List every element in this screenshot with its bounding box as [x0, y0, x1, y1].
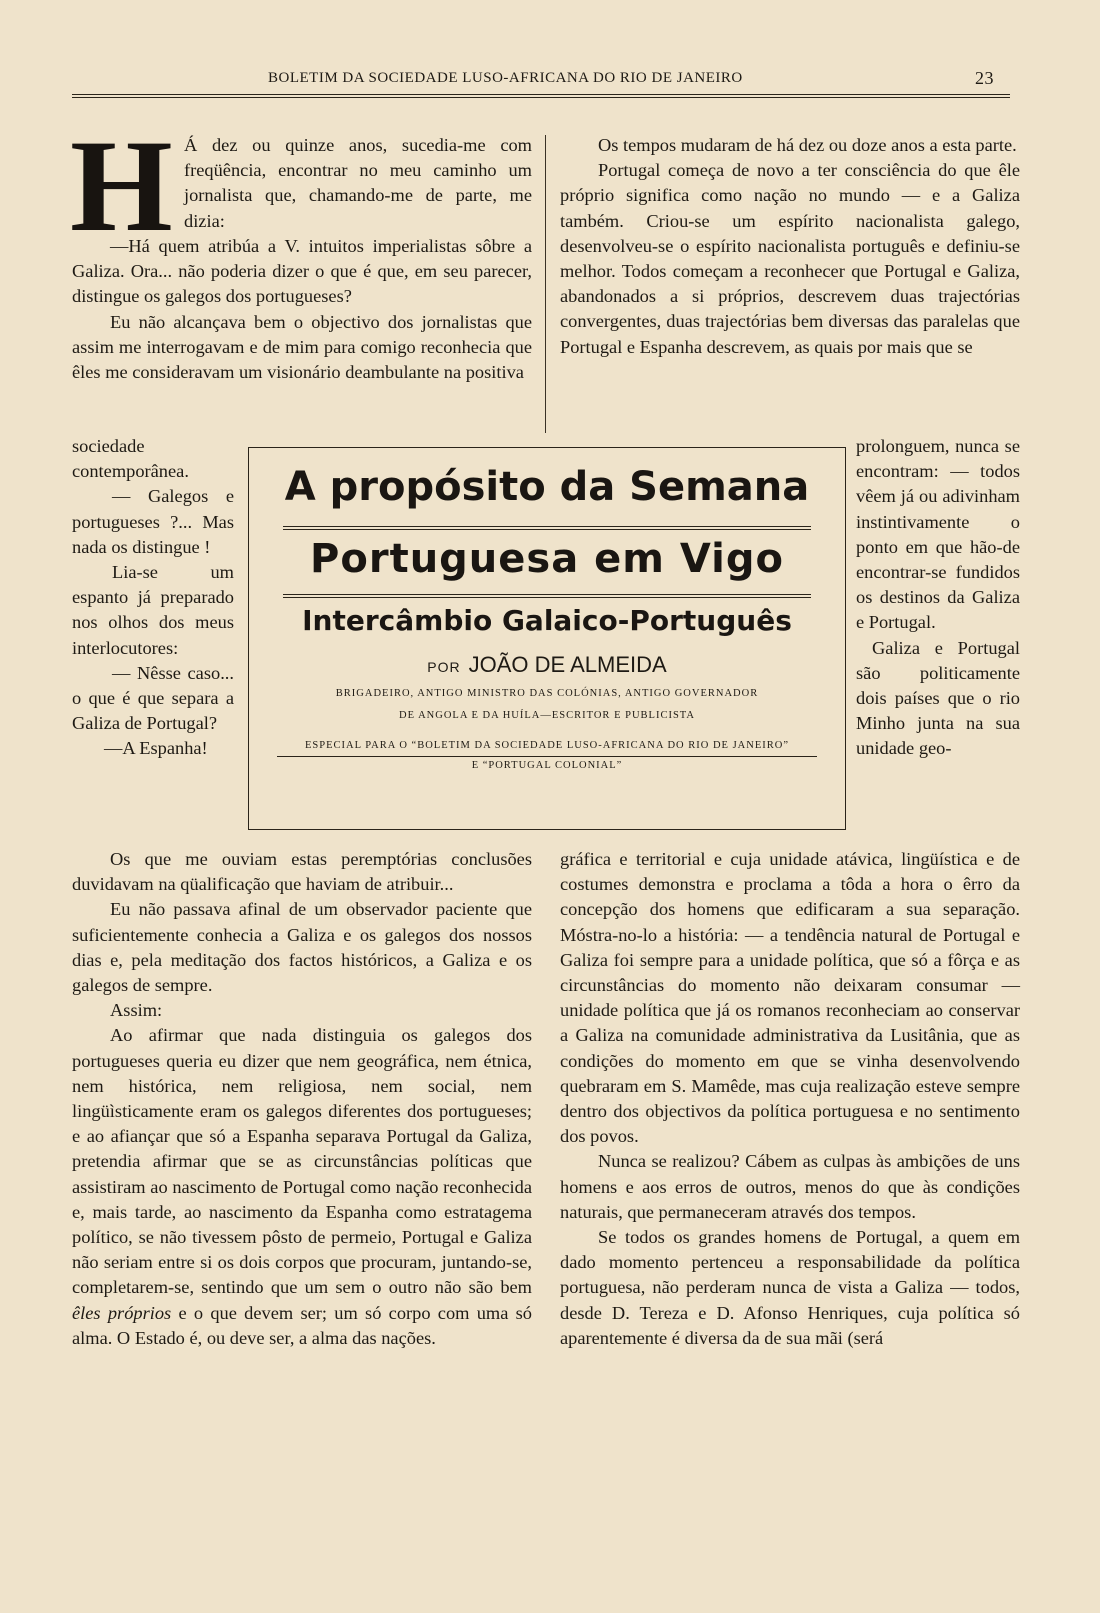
- intro-text: [184, 133, 532, 234]
- paragraph: Eu não passava afinal de um observador paciente que suficientemente conhecia a Galiza e os galegos dos nossos dias e, pela meditação dos factos históricos, a Galiza e os galegos de sempre.: [72, 899, 532, 996]
- text-run: e o que devem ser; um só corpo com uma só alma. O Estado é, ou deve ser, a alma das nações.: [72, 1302, 532, 1348]
- paragraph: Galiza e Portugal são politicamente dois países que o rio Minho junta na sua unidade geo-: [856, 637, 1020, 759]
- paragraph: Assim:: [110, 1000, 163, 1021]
- title-rule: [283, 526, 811, 530]
- header-rule-bottom: [72, 97, 1010, 98]
- running-header: [72, 68, 1010, 90]
- paragraph: Os tempos mudaram de há dez ou doze anos a esta parte.: [598, 135, 1017, 155]
- article-subtitle: Intercâmbio Galaico-Português: [302, 604, 792, 637]
- page-number: 23: [975, 68, 994, 88]
- special-note: E “PORTUGAL COLONIAL”: [471, 760, 623, 771]
- paragraph: [72, 1023, 532, 1351]
- special-note: ESPECIAL PARA O “BOLETIM DA SOCIEDADE LUSO-AFRICANA DO RIO DE JANEIRO”: [305, 740, 789, 751]
- right-column-bottom: [560, 847, 1020, 1351]
- byline-por: POR: [427, 659, 461, 675]
- paragraph: Eu não alcançava bem o objectivo dos jornalistas que assim me interrogavam e de mim para comigo reconhecia que êles me consideravam um visionário deambulante na positiva: [72, 311, 532, 383]
- article-title-line1: A propósito da Semana: [284, 464, 810, 510]
- paragraph: — Galegos e portugueses ?... Mas nada os distingue !: [72, 486, 234, 557]
- paragraph: Lia-se um espanto já preparado nos olhos dos meus interlocutores:: [72, 562, 234, 658]
- author-credentials: BRIGADEIRO, ANTIGO MINISTRO DAS COLÓNIAS, ANTIGO GOVERNADOR: [335, 688, 759, 699]
- paragraph: —A Espanha!: [104, 738, 208, 759]
- author-name: JOÃO DE ALMEIDA: [468, 652, 667, 677]
- paragraph: — Nêsse caso... o que é que separa a Galiza de Portugal?: [72, 662, 234, 734]
- paragraph: sociedade contemporânea.: [72, 436, 189, 482]
- right-column-top: [560, 133, 1020, 360]
- right-narrow-column: [856, 434, 1020, 762]
- header-rule-top: [72, 94, 1010, 95]
- note-rule: [277, 756, 817, 757]
- left-column-top: [72, 234, 532, 385]
- paragraph: gráfica e territorial e cuja unidade atávica, lingüística e de costumes demonstra e proclama a tôda a hora o êrro da concepção dos homens que edificaram a sua separação. Móstra-no-lo a história: — a tendência natural de Portugal e Galiza foi sempre para a unidade política, que só a fôrça e as circunstâncias do momento não deixaram consumar — unidade política que já os romanos reconheciam ao conservar a Galiza na comunidade administrativa da Lusitânia, que as condições do momento em que se vinha desenvolvendo quebraram em S. Mamêde, mas cuja realização esteve sempre dentro dos objectivos da política portuguesa e no sentimento dos povos.: [560, 849, 1020, 1147]
- paragraph: Se todos os grandes homens de Portugal, a quem em dado momento pertenceu a responsabilidade da política portuguesa, não perderam nunca de vista a Galiza — todos, desde D. Tereza e D. Afonso Henriques, cuja política só aparentemente é diversa da de sua mãi (será: [560, 1227, 1020, 1348]
- journal-title: BOLETIM DA SOCIEDADE LUSO-AFRICANA DO RIO DE JANEIRO: [268, 70, 743, 86]
- title-rule: [283, 594, 811, 598]
- paragraph: prolonguem, nunca se encontram: — todos vêem já ou adivinham instintivamente o ponto em que hão-de encontrar-se fundidos os destinos da Galiza e Portugal.: [856, 436, 1020, 633]
- italic-run: êles próprios: [72, 1302, 172, 1323]
- article-title-line2: Portuguesa em Vigo: [310, 536, 784, 582]
- byline: [249, 651, 845, 681]
- paragraph: Os que me ouviam estas peremptórias conclusões duvidavam na qüalificação que haviam de atribuir...: [72, 849, 532, 895]
- left-column-bottom: [72, 847, 532, 1351]
- column-divider: [545, 135, 546, 433]
- paragraph: —Há quem atribúa a V. intuitos imperialistas sôbre a Galiza. Ora... não poderia dizer o que é que, em seu parecer, distingue os galegos dos portugueses?: [72, 236, 532, 307]
- author-credentials: DE ANGOLA E DA HUÍLA—ESCRITOR E PUBLICISTA: [399, 710, 695, 721]
- drop-cap: H: [70, 112, 173, 259]
- left-narrow-column: [72, 434, 234, 762]
- text-run: Ao afirmar que nada distinguia os galegos dos portugueses queria eu dizer que nem geográfica, nem étnica, nem histórica, nem religiosa, nem social, nem lingüìsticamente eram os galegos diferentes dos portugueses; e ao afiançar que só a Espanha separava Portugal da Galiza, pretendia afirmar que se as circunstâncias políticas que assistiram ao nascimento de Portugal como nação reconhecida e, mais tarde, ao nascimento da Espanha como estratagema político, se não tivessem pôsto de permeio, Portugal e Galiza não seriam entre si os dois corpos que procuram, juntando-se, completarem-se, sentindo que um sem o outro não são bem: [72, 1025, 532, 1298]
- paragraph: Nunca se realizou? Cábem as culpas às ambições de uns homens e aos erros de outros, menos do que às condições naturais, que permaneceram através dos tempos.: [560, 1151, 1020, 1222]
- paragraph: Portugal começa de novo a ter consciência do que êle próprio significa como nação no mundo — e a Galiza também. Criou-se um espírito nacionalista galego, desenvolveu-se o espírito nacionalista português e definiu-se melhor. Todos começam a reconhecer que Portugal e Galiza, abandonados a si próprios, descrevem duas trajectórias convergentes, duas trajectórias bem diversas das paralelas que Portugal e Espanha descrevem, as quais por mais que se: [560, 160, 1020, 357]
- title-box: [248, 447, 846, 830]
- intro-paragraph: Á dez ou quinze anos, sucedia-me com freqüência, encontrar no meu caminho um jornalista que, chamando-me de parte, me dizia:: [184, 135, 532, 231]
